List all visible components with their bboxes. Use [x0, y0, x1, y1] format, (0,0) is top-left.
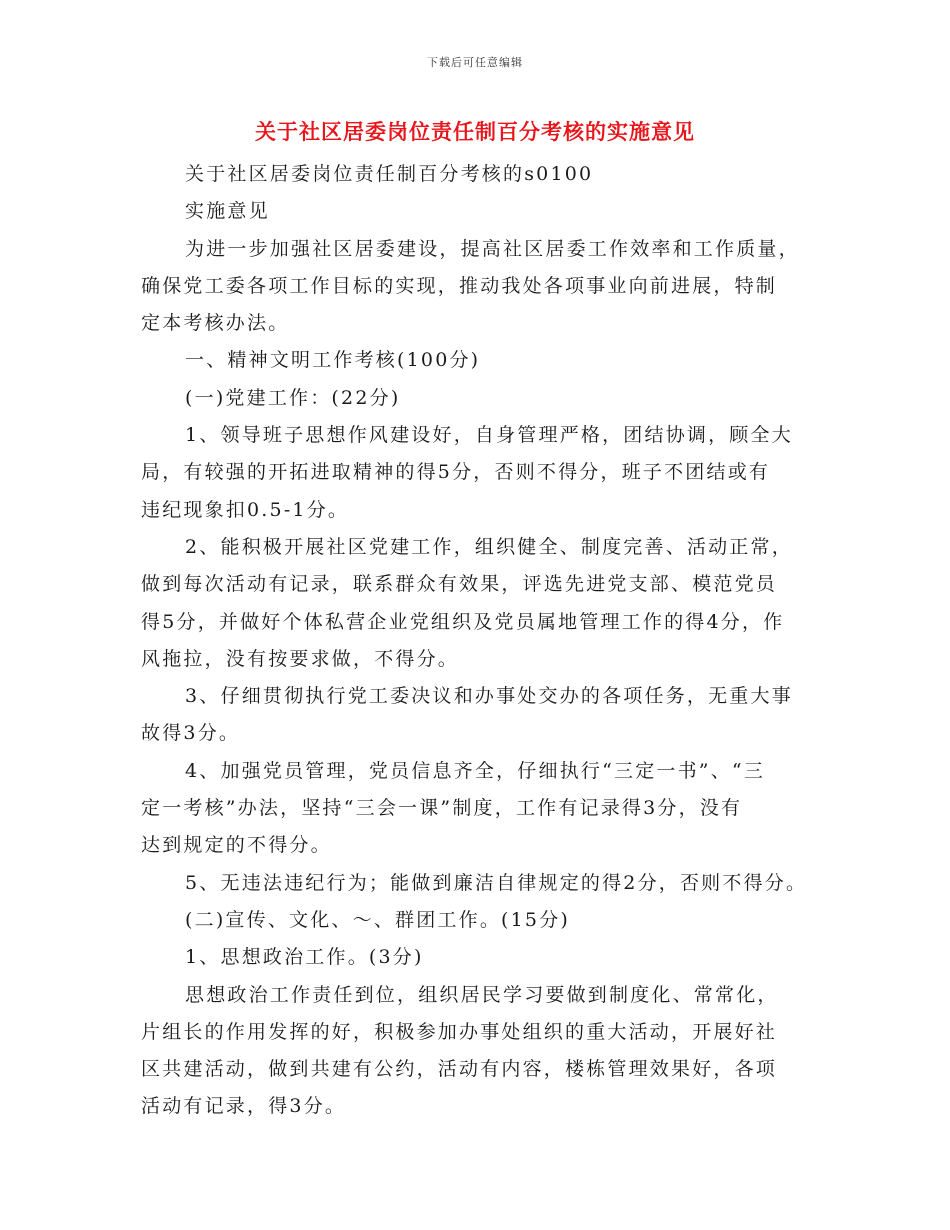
- text-line: 区共建活动，做到共建有公约，活动有内容，楼栋管理效果好，各项: [141, 1058, 778, 1081]
- text-line: 违纪现象扣0.5-1分。: [141, 498, 350, 521]
- text-line: 4、加强党员管理，党员信息齐全，仔细执行“三定一书”、“三: [185, 759, 766, 782]
- header-note: 下载后可任意编辑: [427, 56, 523, 69]
- text-line: 关于社区居委岗位责任制百分考核的s0100: [185, 163, 594, 185]
- text-line: 1、思想政治工作。(3分): [185, 946, 424, 969]
- text-line: (二)宣传、文化、～、群团工作。(15分): [185, 908, 571, 931]
- document-body: [141, 156, 821, 1126]
- document-title: 关于社区居委岗位责任制百分考核的实施意见: [255, 120, 695, 144]
- text-line: 做到每次活动有记录，联系群众有效果，评选先进党支部、模范党员: [141, 573, 778, 596]
- text-line: 为进一步加强社区居委建设，提高社区居委工作效率和工作质量，: [185, 237, 800, 260]
- text-line: 3、仔细贯彻执行党工委决议和办事处交办的各项任务，无重大事: [185, 685, 793, 708]
- text-line: 定本考核办法。: [141, 312, 290, 335]
- text-line: 活动有记录，得3分。: [141, 1095, 347, 1118]
- text-line: 2、能积极开展社区党建工作，组织健全、制度完善、活动正常，: [185, 535, 793, 558]
- text-line: 思想政治工作责任到位，组织居民学习要做到制度化、常常化，: [185, 983, 779, 1006]
- text-line: 故得3分。: [141, 722, 241, 745]
- text-line: 定一考核”办法，坚持“三会一课”制度，工作有记录得3分，没有: [141, 797, 743, 820]
- text-line: 5、无违法违纪行为；能做到廉洁自律规定的得2分，否则不得分。: [185, 871, 808, 894]
- text-line: 得5分，并做好个体私营企业党组织及党员属地管理工作的得4分，作: [141, 610, 785, 633]
- text-line: 实施意见: [185, 200, 270, 223]
- text-line: 风拖拉，没有按要求做，不得分。: [141, 647, 460, 670]
- text-line: 片组长的作用发挥的好，积极参加办事处组织的重大活动，开展好社: [141, 1020, 778, 1043]
- text-line: 1、领导班子思想作风建设好，自身管理严格，团结协调，顾全大: [185, 424, 793, 447]
- text-line: (一)党建工作：(22分): [185, 386, 401, 409]
- text-line: 一、精神文明工作考核(100分): [185, 349, 481, 372]
- text-line: 确保党工委各项工作目标的实现，推动我处各项事业向前进展，特制: [141, 274, 778, 297]
- text-line: 局，有较强的开拓进取精神的得5分，否则不得分，班子不团结或有: [141, 461, 771, 484]
- text-line: 达到规定的不得分。: [141, 834, 332, 857]
